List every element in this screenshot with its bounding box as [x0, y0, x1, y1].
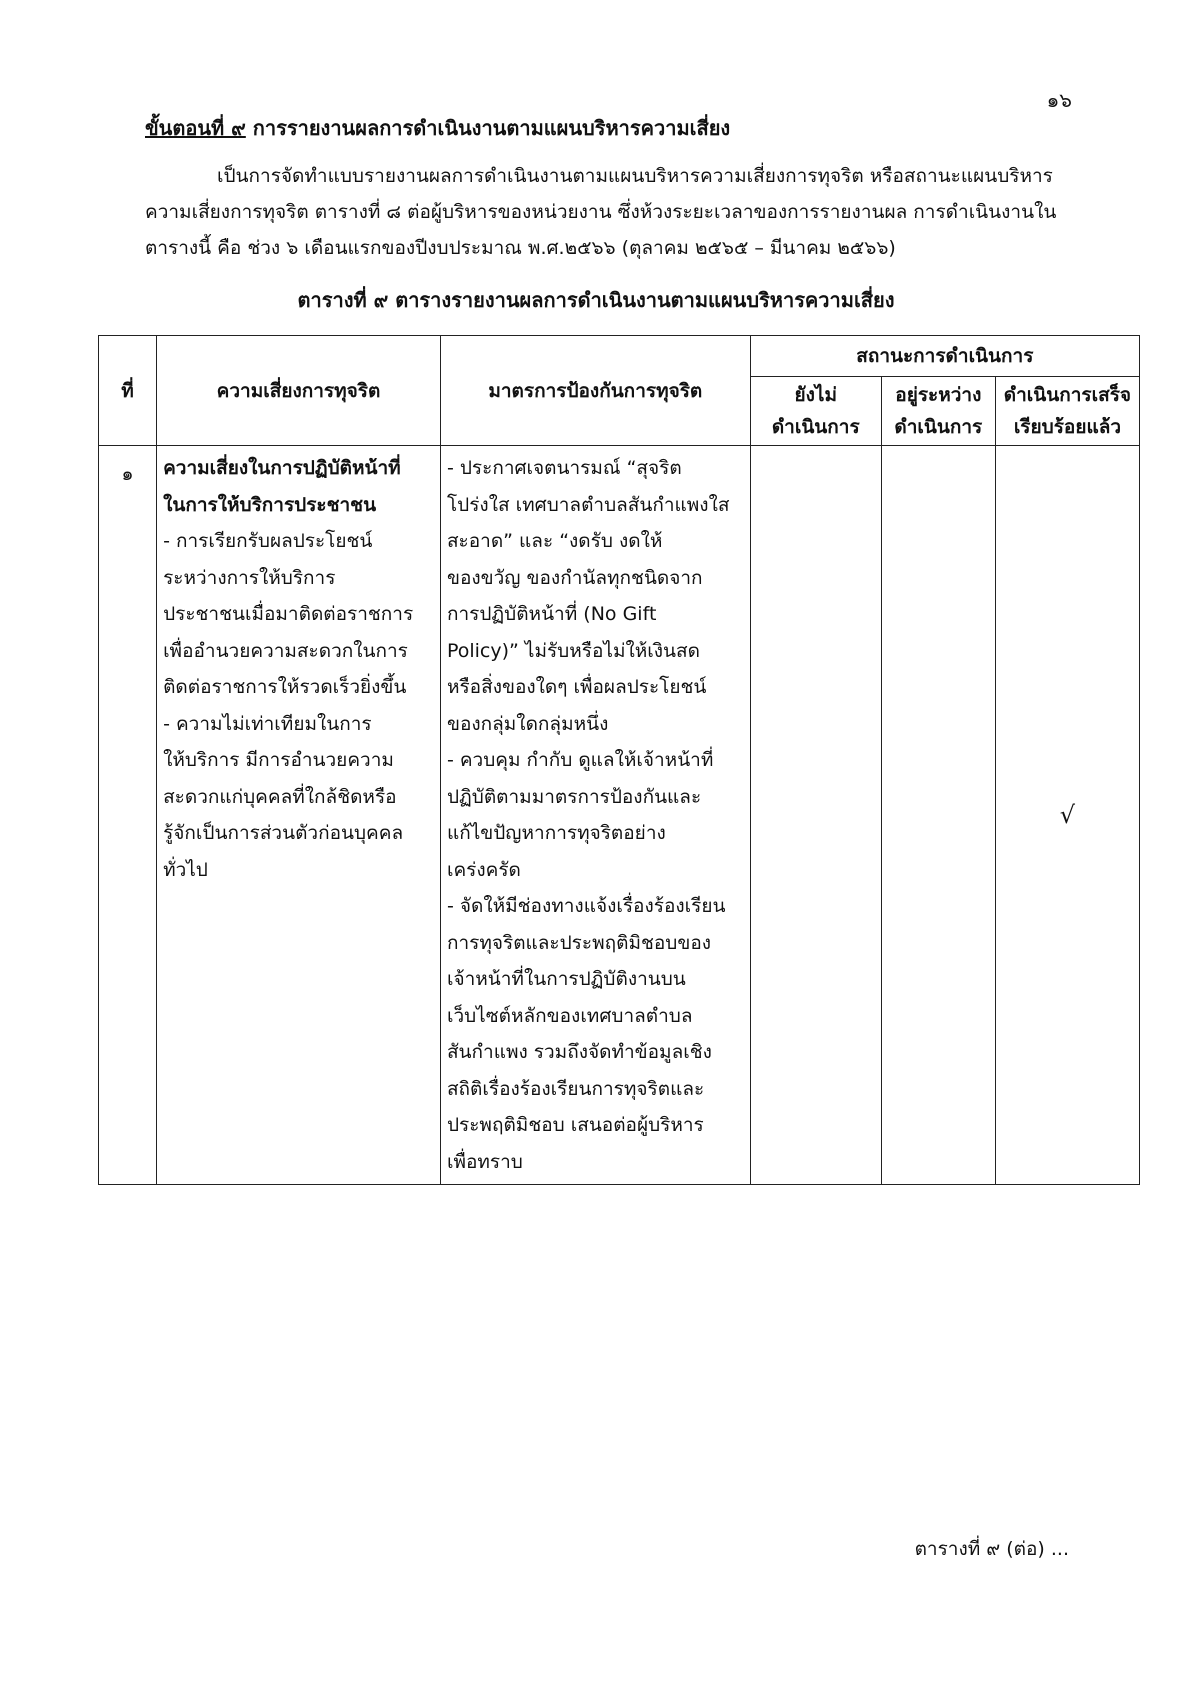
measure-line: สันกำแพง รวมถึงจัดทำข้อมูลเชิง [446, 1041, 712, 1063]
section-heading [145, 112, 730, 144]
row-number: ๑ [99, 446, 157, 1185]
risk-line: รู้จักเป็นการส่วนตัวก่อนบุคคล [163, 822, 404, 844]
measure-line: การทุจริตและประพฤติมิชอบของ [446, 931, 712, 954]
risk-line: เพื่ออำนวยความสะดวกในการ [163, 639, 408, 662]
risk-title: ในการให้บริการประชาชน [163, 493, 377, 516]
paragraph-line: ตารางนี้ คือ ช่วง ๖ เดือนแรกของปีงบประมาณ พ.ศ.๒๕๖๖ (ตุลาคม ๒๕๖๕ – มีนาคม ๒๕๖๖) [145, 237, 896, 259]
intro-paragraph [145, 158, 1065, 266]
header-status-group: สถานะการดำเนินการ [750, 336, 1139, 377]
measure-line: ของกลุ่มใดกลุ่มหนึ่ง [446, 712, 609, 735]
risk-line: ติดต่อราชการให้รวดเร็วยิ่งขึ้น [163, 676, 407, 698]
status-in-progress-cell [881, 446, 995, 1185]
risk-line: - ความไม่เท่าเทียมในการ [163, 712, 372, 735]
measure-line: การปฏิบัติหน้าที่ (No Gift [446, 603, 657, 625]
table-title: ตารางที่ ๙ ตารางรายงานผลการดำเนินงานตามแผนบริหารความเสี่ยง [297, 288, 895, 312]
measure-line: เว็บไซต์หลักของเทศบาลตำบล [446, 1004, 693, 1027]
measure-line: เจ้าหน้าที่ในการปฏิบัติงานบน [446, 968, 686, 990]
step-label: ขั้นตอนที่ ๙ [145, 116, 246, 140]
risk-line: - การเรียกรับผลประโยชน์ [163, 530, 373, 552]
paragraph-line: เป็นการจัดทำแบบรายงานผลการดำเนินงานตามแผนบริหารความเสี่ยงการทุจริต หรือสถานะแผนบริหาร [217, 165, 1053, 187]
measure-line: - ประกาศเจตนารมณ์ “สุจริต [446, 457, 682, 479]
risk-line: ให้บริการ มีการอำนวยความ [163, 749, 394, 771]
measure-line: - จัดให้มีช่องทางแจ้งเรื่องร้องเรียน [446, 895, 726, 917]
page-number: ๑๖ [1046, 88, 1072, 112]
measure-line: โปร่งใส เทศบาลตำบลสันกำแพงใส [446, 493, 730, 516]
status-not-started-cell [750, 446, 881, 1185]
measure-line: สะอาด” และ “งดรับ งดให้ [446, 530, 663, 552]
measure-line: ปฏิบัติตามมาตรการป้องกันและ [446, 785, 702, 808]
risk-line: ประชาชนเมื่อมาติดต่อราชการ [163, 603, 414, 625]
header-measure: มาตรการป้องกันการทุจริต [440, 336, 750, 446]
risk-title: ความเสี่ยงในการปฏิบัติหน้าที่ [163, 457, 401, 479]
step-title: การรายงานผลการดำเนินงานตามแผนบริหารความเสี่ยง [252, 116, 731, 140]
measure-line: ของขวัญ ของกำนัลทุกชนิดจาก [446, 566, 703, 589]
paragraph-line: ความเสี่ยงการทุจริต ตารางที่ ๘ ต่อผู้บริหารของหน่วยงาน ซึ่งห้วงระยะเวลาของการรายงานผล การดำเนินงานใน [145, 201, 1057, 223]
risk-line: ระหว่างการให้บริการ [163, 566, 336, 589]
risk-cell [157, 446, 441, 1185]
measure-line: สถิติเรื่องร้องเรียนการทุจริตและ [446, 1077, 705, 1100]
header-not-started: ยังไม่ ดำเนินการ [750, 377, 881, 446]
measure-line: เคร่งครัด [446, 858, 521, 881]
header-no: ที่ [99, 336, 157, 446]
measure-line: เพื่อทราบ [446, 1150, 523, 1173]
measure-line: หรือสิ่งของใดๆ เพื่อผลประโยชน์ [446, 676, 707, 698]
risk-line: สะดวกแก่บุคคลที่ใกล้ชิดหรือ [163, 785, 397, 808]
measure-line: - ควบคุม กำกับ ดูแลให้เจ้าหน้าที่ [446, 749, 714, 771]
status-done-cell [995, 446, 1139, 1185]
risk-line: ทั่วไป [163, 858, 208, 881]
measure-line: ประพฤติมิชอบ เสนอต่อผู้บริหาร [446, 1114, 704, 1136]
continuation-note: ตารางที่ ๙ (ต่อ) ... [914, 1538, 1069, 1560]
risk-report-table [98, 335, 1140, 1185]
header-done: ดำเนินการเสร็จ เรียบร้อยแล้ว [995, 377, 1139, 446]
header-risk: ความเสี่ยงการทุจริต [157, 336, 441, 446]
header-in-progress: อยู่ระหว่าง ดำเนินการ [881, 377, 995, 446]
measure-line: Policy)” ไม่รับหรือไม่ให้เงินสด [446, 639, 700, 662]
measure-line: แก้ไขปัญหาการทุจริตอย่าง [446, 822, 666, 844]
table-row [99, 446, 1140, 1185]
measure-cell [440, 446, 750, 1185]
check-mark-icon: √ [1059, 800, 1076, 829]
